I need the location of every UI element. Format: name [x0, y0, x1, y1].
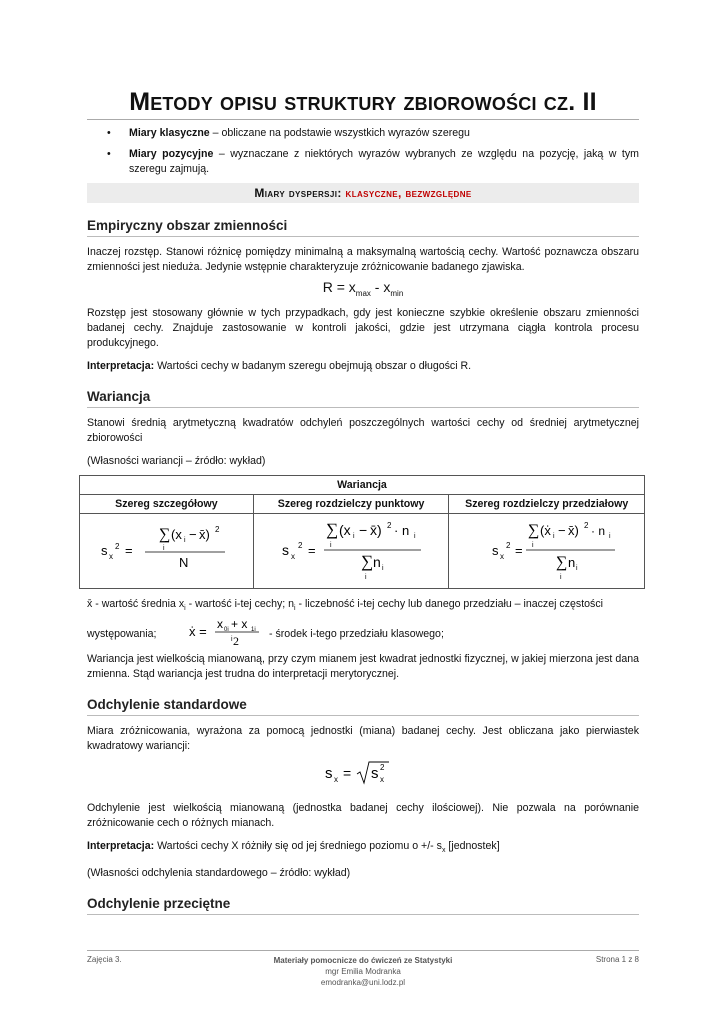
svg-text:(x: (x: [339, 522, 351, 539]
bullet-term: Miary pozycyjne: [129, 148, 214, 160]
svg-text:i: i: [552, 533, 555, 541]
svg-text:i: i: [365, 574, 367, 582]
svg-text:s: s: [282, 542, 290, 559]
variance-formula-2: [266, 517, 436, 581]
legend-sub: i: [184, 604, 186, 612]
svg-text:x: x: [109, 552, 114, 562]
svg-text:−: −: [557, 523, 566, 539]
svg-text:i: i: [559, 574, 562, 582]
interp-label: Interpretacja:: [87, 359, 155, 372]
svg-text:x: x: [499, 552, 504, 562]
table-title: Wariancja: [80, 475, 645, 494]
svg-text:∑: ∑: [555, 554, 568, 572]
col-header: Szereg szczegółowy: [80, 494, 254, 513]
svg-text:x̄): x̄): [370, 522, 382, 539]
svg-text:(ẋ: (ẋ: [539, 523, 551, 539]
svg-text:x: x: [334, 774, 338, 784]
svg-text:n: n: [567, 555, 575, 571]
paragraph: Rozstęp jest stosowany głównie w tych przypadkach, gdy jest konieczne szybkie określenie obszaru zmienności badanej cechy. Znajduje zastosowanie w kontroli jakości, gdzie jest utrzymana ciągła kontrola procesu produkcyjnego.: [87, 306, 639, 349]
svg-text:x̄): x̄): [567, 523, 579, 539]
svg-text:i: i: [382, 565, 384, 573]
interp-label: Interpretacja:: [87, 839, 155, 852]
interpretation: [87, 359, 639, 374]
footer-left: Zajęcia 3.: [87, 955, 122, 964]
midpoint-formula: [189, 616, 259, 648]
interp-text: [jednostek]: [445, 839, 500, 852]
svg-text:N: N: [179, 555, 189, 571]
heading-odchylenie: Odchylenie standardowe: [87, 697, 639, 716]
legend-text: - wartość średnia x: [95, 597, 185, 610]
legend-line-2: [87, 618, 639, 648]
svg-text:2: 2: [583, 521, 589, 531]
legend-sub: i: [231, 635, 233, 643]
legend-line-1: x̄ - wartość średnia $x_i$ - wartość i-tej cechy; $n_i$ - liczebność i-tej cechy lub danego przedziału – inaczej częstości: [87, 597, 603, 612]
bullet-icon: •: [107, 148, 111, 160]
variance-formula-1: [91, 519, 241, 579]
formula-part: R = x: [322, 279, 356, 295]
heading-przecietne: Odchylenie przeciętne: [87, 896, 639, 915]
svg-text:i: i: [531, 542, 534, 550]
bullet-term: Miary klasyczne: [129, 127, 210, 139]
svg-text:x: x: [217, 616, 223, 631]
svg-text:i: i: [575, 565, 578, 573]
sqrt-formula: [323, 758, 403, 788]
col-header: Szereg rozdzielczy punktowy: [253, 494, 449, 513]
formula-sub: min: [390, 288, 404, 298]
variance-formula-3: [462, 517, 632, 581]
svg-text:2: 2: [387, 521, 392, 531]
heading-wariancja: Wariancja: [87, 389, 639, 408]
svg-text:=: =: [308, 543, 316, 559]
paragraph: Miara zróżnicowania, wyrażona za pomocą jednostki (miana) badanej cechy. Jest obliczana jako pierwiastek kwadratowy wariancji:: [87, 724, 639, 752]
list-item: [87, 126, 639, 141]
formula-przedzialowy: [449, 513, 645, 588]
svg-text:x̄): x̄): [199, 527, 211, 543]
page-footer: [87, 950, 639, 988]
formula-punktowy: [253, 513, 449, 588]
col-header: Szereg rozdzielczy przedziałowy: [449, 494, 645, 513]
formula-szczegolowy: [80, 513, 254, 588]
range-formula: [87, 279, 639, 298]
variance-table: [79, 475, 645, 589]
svg-text:s: s: [325, 764, 333, 782]
bullet-text: – wyznaczane z niektórych wyrazów wybranych ze względu na pozycję, jaką w tym szeregu zajmują.: [129, 148, 639, 175]
svg-text:=: =: [514, 543, 523, 559]
svg-text:s: s: [491, 543, 499, 559]
footer-page-number: Strona 1 z 8: [595, 955, 639, 964]
footer-email: emodranka@uni.lodz.pl: [320, 978, 406, 987]
paragraph: (Własności wariancji – źródło: wykład): [87, 454, 266, 467]
formula-part: - x: [370, 279, 391, 295]
footer-center: [87, 955, 639, 988]
page-title: Metody opisu struktury zbiorowości cz. II: [87, 88, 639, 120]
svg-text:n: n: [373, 554, 381, 571]
svg-text:i: i: [330, 542, 332, 550]
stddev-formula: [87, 758, 639, 793]
svg-text:i: i: [414, 533, 416, 541]
svg-text:i: i: [608, 533, 611, 541]
svg-text:−: −: [189, 527, 197, 543]
document-page: [87, 88, 639, 915]
svg-text:i: i: [353, 533, 355, 541]
svg-text:x: x: [291, 552, 296, 562]
paragraph: Inaczej rozstęp. Stanowi różnicę pomiędzy minimalną a maksymalną wartością cechy. Wartość poznawcza obszaru zmienności jest nieduża. Jedynie wstępnie charakteryzuje zróżnicowanie badanego zjawiska.: [87, 246, 639, 273]
section-band: [87, 183, 639, 203]
footer-author: mgr Emilia Modranka: [325, 967, 401, 976]
paragraph: Wariancja jest wielkością mianowaną, przy czym mianem jest kwadrat jednostki fizycznej, w jakiej mierzona jest dana zmienna. Stąd wariancja jest trudna do interpretacji merytorycznej.: [87, 652, 639, 680]
svg-text:=: =: [343, 764, 352, 781]
paragraph: Stanowi średnią arytmetyczną kwadratów odchyleń poszczególnych wartości cechy od średniej arytmetycznej zbiorowości: [87, 416, 639, 444]
bullet-list: [87, 126, 639, 177]
svg-text:0i: 0i: [224, 626, 229, 633]
svg-text:∑: ∑: [361, 552, 374, 572]
interp-sub: x: [441, 847, 446, 855]
footer-title: Materiały pomocnicze do ćwiczeń ze Statystyki: [273, 956, 453, 965]
svg-text:· n: · n: [394, 523, 410, 539]
legend-text: - środek i-tego przedziału klasowego;: [269, 627, 444, 640]
svg-text:2: 2: [298, 541, 303, 551]
band-prefix: Miary dyspersji:: [254, 186, 346, 200]
svg-text:· n: · n: [590, 524, 605, 539]
svg-text:2: 2: [215, 525, 220, 535]
svg-text:2: 2: [505, 541, 511, 551]
legend-text: - wartość i-tej cechy; n: [185, 597, 295, 610]
bullet-text: – obliczane na podstawie wszystkich wyrazów szeregu: [209, 127, 470, 139]
svg-text:2: 2: [115, 542, 120, 552]
formula-sub: max: [355, 288, 371, 298]
legend-text: występowania;: [87, 627, 157, 640]
interp-text: Wartości cechy X różniły się od jej średniego poziomu o +/- s: [154, 839, 442, 852]
list-item: [87, 147, 639, 177]
svg-text:+ x: + x: [231, 616, 248, 631]
bullet-icon: •: [107, 127, 111, 139]
svg-text:∑: ∑: [326, 520, 339, 540]
svg-text:i: i: [184, 537, 186, 545]
svg-text:∑: ∑: [159, 526, 171, 544]
paragraph: Odchylenie jest wielkością mianowaną (jednostka badanej cechy ilościowej). Nie pozwala na porównanie zróżnicowanie cech o różnych mianach.: [87, 801, 639, 829]
legend-text: - liczebność i-tej cechy lub danego przedziału – inaczej częstości: [295, 597, 603, 610]
svg-text:(x: (x: [171, 527, 183, 543]
legend-sub: i: [294, 604, 296, 612]
svg-text:∑: ∑: [527, 522, 540, 540]
svg-text:s: s: [371, 764, 379, 782]
svg-text:2: 2: [233, 633, 239, 648]
svg-text:=: =: [125, 543, 133, 559]
svg-text:ẋ =: ẋ =: [189, 623, 207, 639]
svg-text:i: i: [163, 545, 165, 553]
paragraph: (Własności odchylenia standardowego – źródło: wykład): [87, 867, 351, 880]
interp-text: Wartości cechy w badanym szeregu obejmują obszar o długości R.: [154, 359, 472, 372]
heading-empiryczny: Empiryczny obszar zmienności: [87, 218, 639, 237]
interpretation: [87, 839, 639, 858]
svg-text:−: −: [359, 522, 368, 539]
svg-text:s: s: [101, 543, 108, 559]
band-highlight: klasyczne, bezwzględne: [345, 186, 472, 200]
svg-text:2: 2: [380, 762, 385, 772]
svg-text:1i: 1i: [251, 626, 256, 633]
svg-text:x: x: [380, 774, 384, 784]
